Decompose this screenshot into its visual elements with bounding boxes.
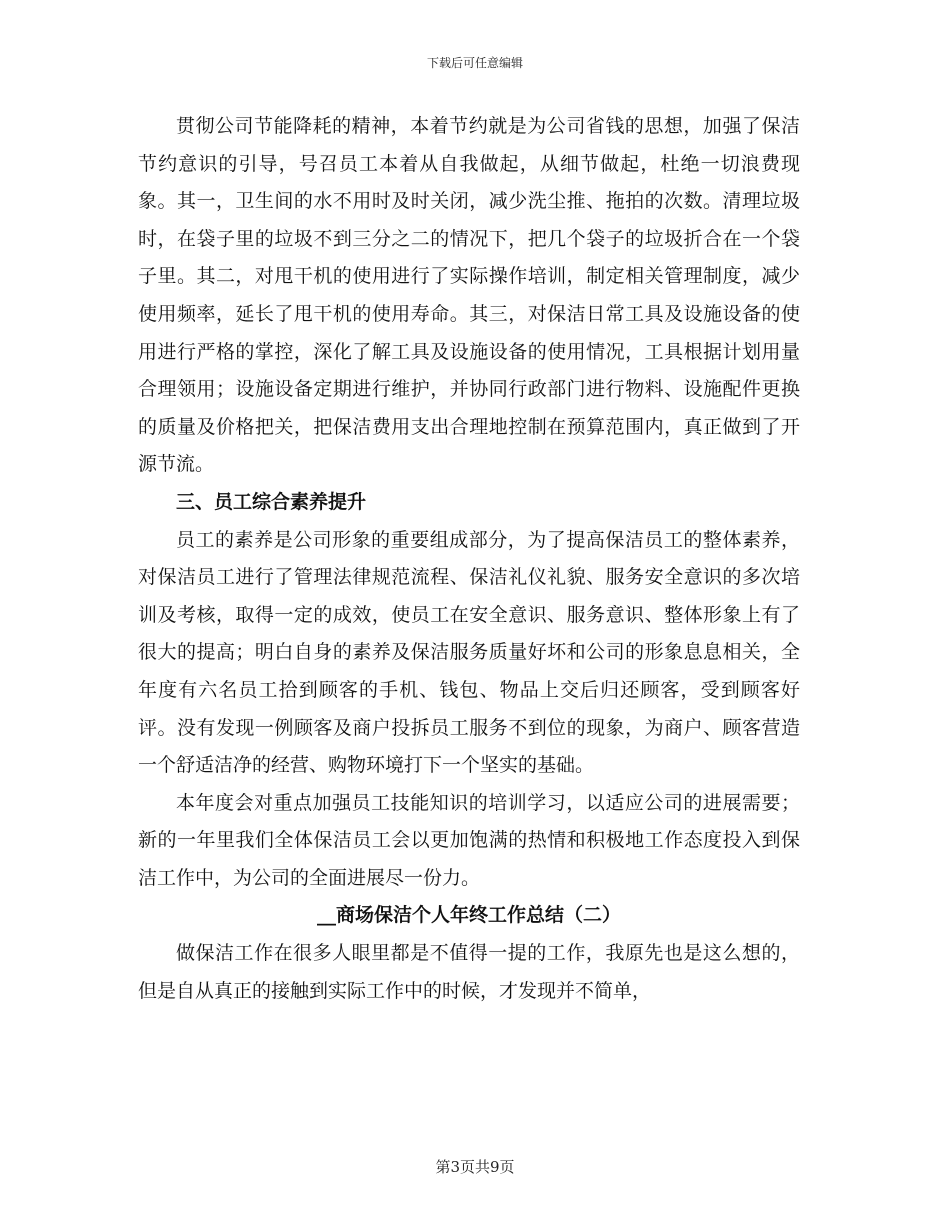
page-header: 下载后可任意编辑 [426, 56, 523, 70]
body-paragraph-plan: 本年度会对重点加强员工技能知识的培训学习，以适应公司的进展需要；新的一年里我们全体保洁员工会以更加饱满的热情和积极地工作态度投入到保洁工作中，为公司的全面进展尽一份力。 [138, 791, 800, 889]
page-number: 第3页共9页 [435, 1158, 515, 1176]
article-title: __商场保洁个人年终工作总结（二） [316, 904, 621, 927]
body-paragraph-energy-saving: 贯彻公司节能降耗的精神，本着节约就是为公司省钱的思想，加强了保洁节约意识的引导，号召员工本着从自我做起，从细节做起，杜绝一切浪费现象。其一，卫生间的水不用时及时关闭，减少洗尘推、拖拍的次数。清理垃圾时，在袋子里的垃圾不到三分之二的情况下，把几个袋子的垃圾折合在一个袋子里。其二，对甩干机的使用进行了实际操作培训，制定相关管理制度，减少使用频率，延长了甩干机的使用寿命。其三，对保洁日常工具及设施设备的使用进行严格的掌控，深化了解工具及设施设备的使用情况，工具根据计划用量合理领用；设施设备定期进行维护，并协同行政部门进行物料、设施配件更换的质量及价格把关，把保洁费用支出合理地控制在预算范围内，真正做到了开源节流。 [138, 115, 800, 476]
section-heading: 三、员工综合素养提升 [176, 490, 367, 513]
body-paragraph-staff-quality: 员工的素养是公司形象的重要组成部分，为了提高保洁员工的整体素养，对保洁员工进行了管理法律规范流程、保洁礼仪礼貌、服务安全意识的多次培训及考核，取得一定的成效，使员工在安全意识、服务意识、整体形象上有了很大的提高；明白自身的素养及保洁服务质量好坏和公司的形象息息相关，全年度有六名员工拾到顾客的手机、钱包、物品上交后归还顾客，受到顾客好评。没有发现一例顾客及商户投拆员工服务不到位的现象，为商户、顾客营造一个舒适洁净的经营、购物环境打下一个坚实的基础。 [138, 528, 800, 777]
document-body [138, 108, 800, 1010]
body-paragraph-intro: 做保洁工作在很多人眼里都是不值得一提的工作，我原先也是这么想的，但是自从真正的接触到实际工作中的时候，才发现并不简单， [138, 942, 800, 1002]
